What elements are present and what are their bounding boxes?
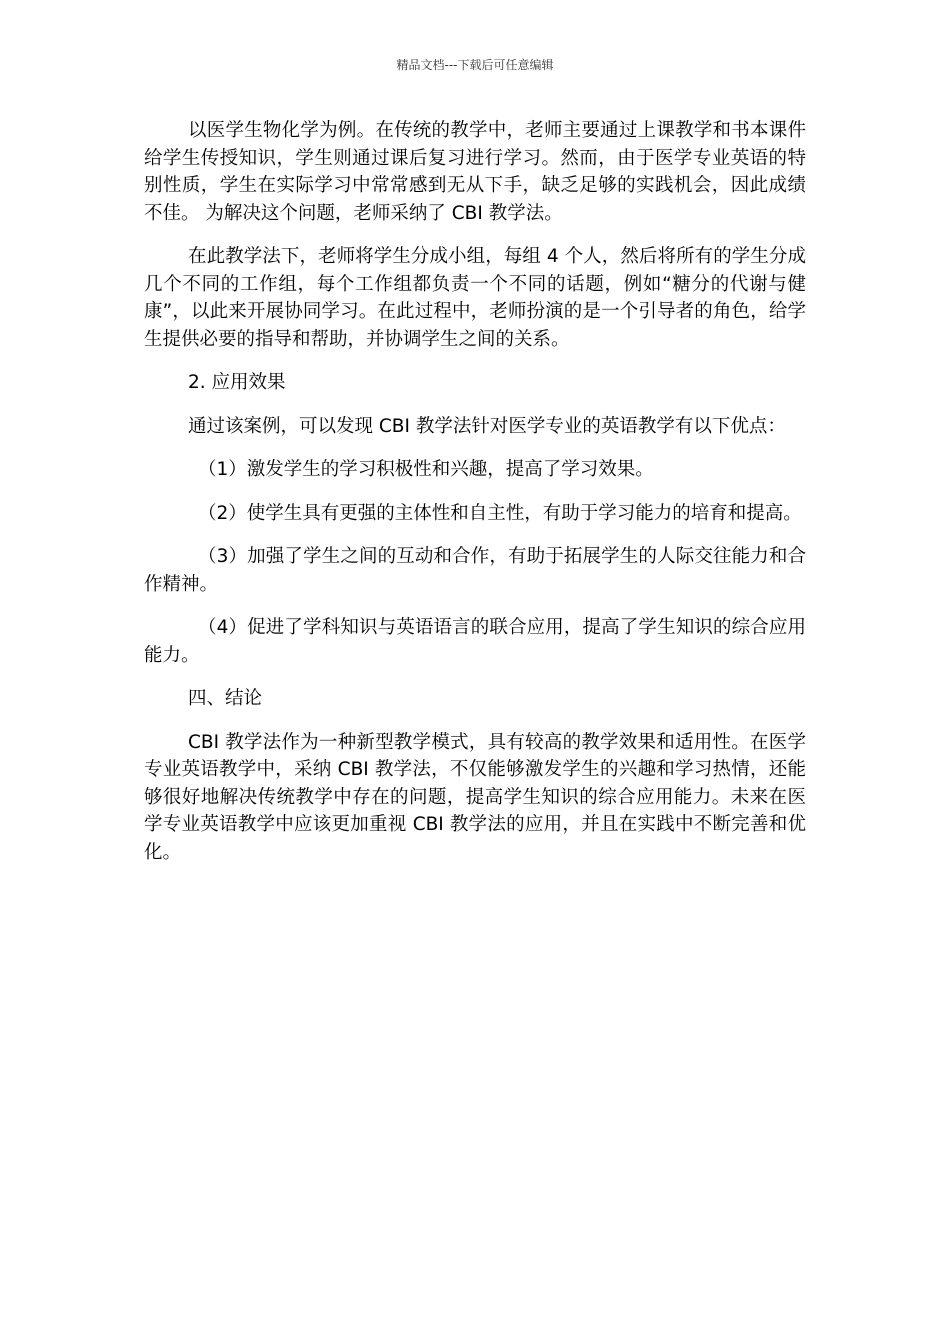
paragraph-advantages-intro: 通过该案例，可以发现 CBI 教学法针对医学专业的英语教学有以下优点： [188, 415, 786, 437]
paragraph-group-learning: 在此教学法下，老师将学生分成小组，每组 4 个人，然后将所有的学生分成几个不同的工作组，每个工作组都负责一个不同的话题，例如“糖分的代谢与健康”，以此来开展协同学习。在此过程中，老师扮演的是一个引导者的角色，给学生提供必要的指导和帮助，并协调学生之间的关系。 [144, 246, 806, 350]
section-heading-application-effect: 2. 应用效果 [188, 372, 286, 393]
paragraph-example-biochemistry: 以医学生物化学为例。在传统的教学中，老师主要通过上课教学和书本课件给学生传授知识，学生则通过课后复习进行学习。然而，由于医学专业英语的特别性质，学生在实际学习中常常感到无从下手，缺乏足够的实践机会，因此成绩不佳。 为解决这个问题，老师采纳了 CBI 教学法。 [144, 120, 806, 224]
list-item-advantage-4: （4）促进了学科知识与英语语言的联合应用，提高了学生知识的综合应用能力。 [144, 617, 806, 666]
section-heading-conclusion: 四、结论 [188, 688, 263, 709]
page-header: 精品文档---下载后可任意编辑 [396, 58, 554, 72]
document-body [144, 117, 806, 882]
list-item-advantage-3: （3）加强了学生之间的互动和合作，有助于拓展学生的人际交往能力和合作精神。 [144, 546, 806, 595]
list-item-advantage-2: （2）使学生具有更强的主体性和自主性，有助于学习能力的培育和提高。 [198, 502, 802, 524]
list-item-advantage-1: （1）激发学生的学习积极性和兴趣，提高了学习效果。 [198, 459, 654, 480]
paragraph-conclusion: CBI 教学法作为一种新型教学模式，具有较高的教学效果和适用性。在医学专业英语教学中，采纳 CBI 教学法，不仅能够激发学生的兴趣和学习热情，还能够很好地解决传统教学中存在的问题，提高学生知识的综合应用能力。未来在医学专业英语教学中应该更加重视 CBI 教学法的应用，并且在实践中不断完善和优化。 [144, 731, 806, 863]
